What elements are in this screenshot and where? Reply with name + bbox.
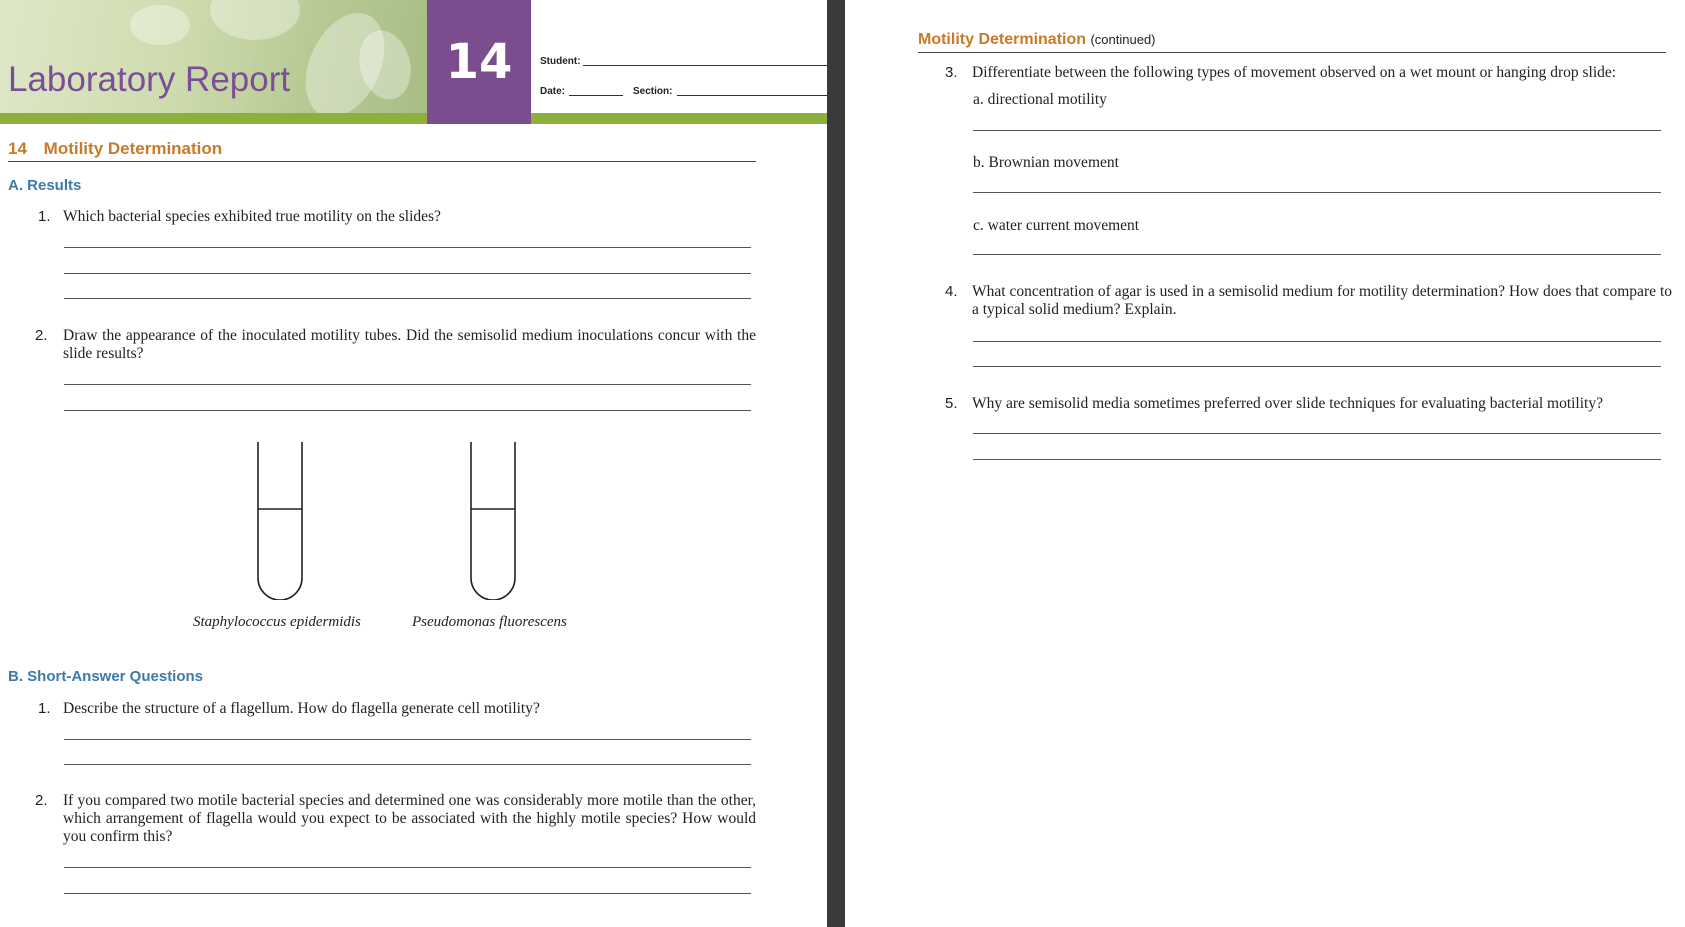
student-label: Student: xyxy=(540,56,581,67)
b-q2-number: 2. xyxy=(35,792,48,809)
section-b-heading: B. Short-Answer Questions xyxy=(8,668,204,685)
r-q3a-text: a. directional motility xyxy=(973,91,1107,108)
section-a-heading: A. Results xyxy=(8,177,82,194)
r-q5-answer-line-1[interactable] xyxy=(973,433,1661,434)
heading-rule xyxy=(8,161,756,162)
a-q2-text: Draw the appearance of the inoculated motility tubes. Did the semisolid medium inoculations concur with the slide results? xyxy=(63,327,756,362)
a-q2-answer-line-1[interactable] xyxy=(64,384,751,385)
r-q3c-text: c. water current movement xyxy=(973,217,1140,234)
r-q3b-answer-line[interactable] xyxy=(973,192,1661,193)
a-q1-answer-line-1[interactable] xyxy=(64,247,751,248)
right-heading-continued: (continued) xyxy=(1090,32,1156,47)
b-q2-text: If you compared two motile bacterial species and determined one was considerably more motile than the other, which arrangement of flagella would you expect to be associated with the highly motile species? How would you confirm this? xyxy=(63,792,756,845)
a-q1-answer-line-2[interactable] xyxy=(64,273,751,274)
a-q1-answer-line-3[interactable] xyxy=(64,298,751,299)
test-tube-2-drawing[interactable] xyxy=(463,440,523,600)
tube-2-caption: Pseudomonas fluorescens xyxy=(412,614,567,630)
r-q3b-text: b. Brownian movement xyxy=(973,154,1119,171)
tube-1-caption: Staphylococcus epidermidis xyxy=(193,614,361,630)
a-q1-number: 1. xyxy=(38,208,51,225)
student-field[interactable] xyxy=(583,65,827,66)
a-q2-answer-line-2[interactable] xyxy=(64,410,751,411)
a-q1-text: Which bacterial species exhibited true motility on the slides? xyxy=(63,208,441,225)
a-q2-number: 2. xyxy=(35,327,48,344)
chapter-heading-number: 14 xyxy=(8,139,27,158)
header-green-bar xyxy=(0,113,827,124)
b-q1-number: 1. xyxy=(38,700,51,717)
section-label: Section: xyxy=(633,86,673,97)
b-q2-answer-line-1[interactable] xyxy=(64,867,751,868)
chapter-heading xyxy=(8,139,222,159)
section-field[interactable] xyxy=(677,95,827,96)
page-title: Laboratory Report xyxy=(8,60,291,99)
b-q1-answer-line-2[interactable] xyxy=(64,764,751,765)
r-q5-answer-line-2[interactable] xyxy=(973,459,1661,460)
r-q3c-answer-line[interactable] xyxy=(973,254,1661,255)
right-page xyxy=(845,0,1685,927)
right-heading xyxy=(918,31,1156,49)
r-q4-text: What concentration of agar is used in a semisolid medium for motility determination? How does that compare to a typical solid medium? Explain. xyxy=(972,283,1672,318)
r-q4-number: 4. xyxy=(945,283,958,300)
r-q5-text: Why are semisolid media sometimes preferred over slide techniques for evaluating bacterial motility? xyxy=(972,395,1603,412)
r-q4-answer-line-2[interactable] xyxy=(973,366,1661,367)
right-heading-title: Motility Determination xyxy=(918,31,1087,48)
r-q5-number: 5. xyxy=(945,395,958,412)
page-gutter xyxy=(827,0,845,927)
r-q3a-answer-line[interactable] xyxy=(973,130,1661,131)
r-q4-answer-line-1[interactable] xyxy=(973,341,1661,342)
test-tube-1-drawing[interactable] xyxy=(250,440,310,600)
r-q3-number: 3. xyxy=(945,64,958,81)
chapter-heading-title: Motility Determination xyxy=(43,139,223,158)
date-label: Date: xyxy=(540,86,566,97)
b-q1-answer-line-1[interactable] xyxy=(64,739,751,740)
date-field[interactable] xyxy=(569,95,623,96)
right-heading-rule xyxy=(918,52,1666,53)
r-q3-text: Differentiate between the following types of movement observed on a wet mount or hanging drop slide: xyxy=(972,64,1617,81)
b-q1-text: Describe the structure of a flagellum. How do flagella generate cell motility? xyxy=(63,700,540,717)
b-q2-answer-line-2[interactable] xyxy=(64,893,751,894)
chapter-number-box: 14 xyxy=(427,0,531,124)
left-page xyxy=(0,0,827,927)
